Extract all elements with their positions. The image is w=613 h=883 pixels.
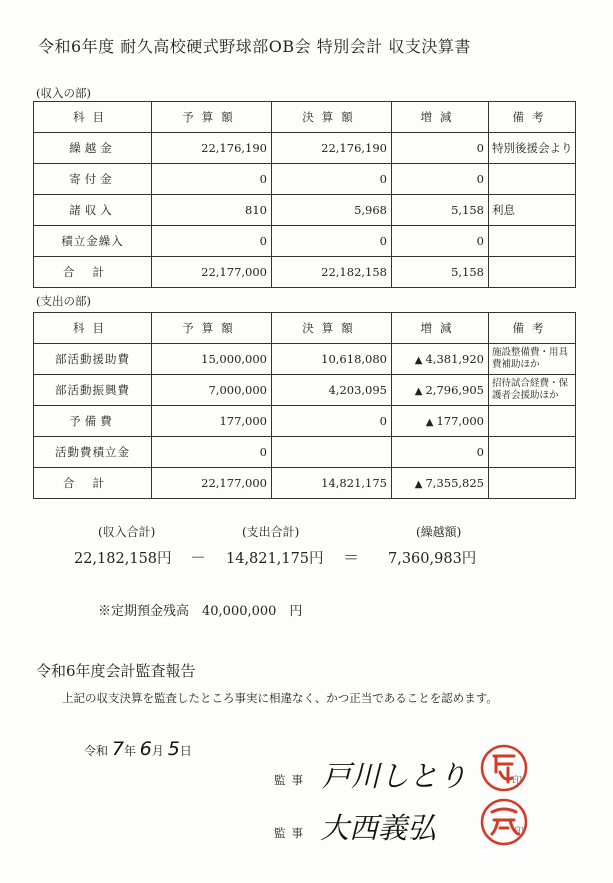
actual-cell: 5,968 [272,195,392,226]
item-cell: 活動費積立金 [34,437,152,468]
header-note: 備考 [489,313,576,344]
audit-report-title: 令和6年度会計監査報告 [36,662,196,680]
auditor-2-seal-mark: 印 [514,827,524,838]
expense-header-row [34,313,576,344]
note-cell: 施設整備費・用具費補助ほか [489,344,576,375]
diff-cell: 5,158 [392,195,489,226]
audit-report-body: 上記の収支決算を監査したところ事実に相違なく、かつ正当であることを認めます。 [62,691,498,705]
budget-cell: 0 [152,164,272,195]
total-diff: 5,158 [392,257,489,288]
date-month: 6 [139,738,152,760]
expense-section-label: (支出の部) [36,294,91,308]
diff-value: 7,355,825 [425,476,484,490]
header-diff: 増減 [392,102,489,133]
header-actual: 決算額 [272,313,392,344]
date-month-unit: 月 [151,744,164,758]
note-cell: 利息 [489,195,576,226]
auditor-2-label: 監事 [274,826,309,840]
diff-cell [392,437,489,468]
item-cell: 積立金繰入 [34,226,152,257]
note-cell [489,437,576,468]
seal-stamp-1 [478,742,530,794]
diff-value: 177,000 [436,414,484,428]
actual-cell [272,437,392,468]
auditor-1-seal-mark: 印 [512,776,522,787]
budget-cell: 22,176,190 [152,133,272,164]
actual-cell: 10,618,080 [272,344,392,375]
decrease-mark: ▲ [414,355,423,366]
budget-cell: 7,000,000 [152,375,272,406]
income-section-label: (収入の部) [36,86,91,100]
budget-cell: 177,000 [152,406,272,437]
document-title: 令和6年度 耐久高校硬式野球部OB会 特別会計 収支決算書 [38,37,471,56]
actual-cell: 4,203,095 [272,375,392,406]
diff-cell: 0 [392,164,489,195]
table-row [34,133,576,164]
decrease-mark: ▲ [414,386,423,397]
total-budget: 22,177,000 [152,257,272,288]
item-cell: 諸収入 [34,195,152,226]
decrease-mark: ▲ [425,417,434,428]
actual-cell: 0 [272,406,392,437]
expense-total-label: (支出合計) [242,525,300,539]
income-header-row [34,102,576,133]
note-cell: 招待試合経費・保護者会援助ほか [489,375,576,406]
item-cell: 部活動振興費 [34,375,152,406]
auditor-1-label: 監事 [274,773,309,787]
seal-stamp-2 [478,796,530,848]
date-year: 7 [111,738,124,760]
total-actual: 22,182,158 [272,257,392,288]
total-diff [392,468,489,499]
item-cell: 繰越金 [34,133,152,164]
diff-cell: 0 [392,133,489,164]
note-cell [489,164,576,195]
item-cell: 予備費 [34,406,152,437]
diff-value: 2,796,905 [425,383,484,397]
diff-value: 0 [476,445,484,459]
table-row [34,406,576,437]
total-budget: 22,177,000 [152,468,272,499]
table-row [34,164,576,195]
income-table [33,101,576,288]
minus-sign: － [190,548,207,567]
table-row [34,226,576,257]
audit-date [84,738,192,760]
income-total-label: (収入合計) [98,525,156,539]
diff-cell [392,406,489,437]
total-note [489,257,576,288]
expense-total-value: 14,821,175円 [226,551,324,567]
equals-sign: ＝ [343,548,360,567]
header-item: 科目 [34,102,152,133]
total-note [489,468,576,499]
budget-cell: 0 [152,226,272,257]
carryover-label: (繰越額) [416,525,462,539]
total-label: 合計 [34,468,152,499]
expense-table [33,312,576,499]
diff-cell [392,375,489,406]
actual-cell: 0 [272,164,392,195]
decrease-mark: ▲ [414,479,423,490]
item-cell: 部活動援助費 [34,344,152,375]
budget-cell: 15,000,000 [152,344,272,375]
income-total-row [34,257,576,288]
header-item: 科目 [34,313,152,344]
expense-total-row [34,468,576,499]
table-row [34,437,576,468]
table-row [34,195,576,226]
auditor-1-signature: 戸川しとり [322,759,468,793]
date-day: 5 [167,738,180,760]
carryover-value: 7,360,983円 [388,551,477,567]
date-day-unit: 日 [179,744,192,758]
actual-cell: 0 [272,226,392,257]
header-budget: 予算額 [152,102,272,133]
header-actual: 決算額 [272,102,392,133]
total-actual: 14,821,175 [272,468,392,499]
header-note: 備考 [489,102,576,133]
income-total-value: 22,182,158円 [74,551,172,567]
table-row [34,344,576,375]
note-cell: 特別後援会より [489,133,576,164]
diff-value: 4,381,920 [425,352,484,366]
item-cell: 寄付金 [34,164,152,195]
budget-cell: 810 [152,195,272,226]
header-budget: 予算額 [152,313,272,344]
date-year-unit: 年 [123,744,136,758]
note-cell [489,406,576,437]
auditor-2-signature: 大西義弘 [320,811,437,845]
actual-cell: 22,176,190 [272,133,392,164]
diff-cell [392,344,489,375]
date-era: 令和 [84,744,109,758]
total-label: 合計 [34,257,152,288]
budget-cell: 0 [152,437,272,468]
note-cell [489,226,576,257]
fixed-deposit-balance: ※定期預金残高 40,000,000 円 [98,604,303,619]
diff-cell: 0 [392,226,489,257]
header-diff: 増減 [392,313,489,344]
table-row [34,375,576,406]
